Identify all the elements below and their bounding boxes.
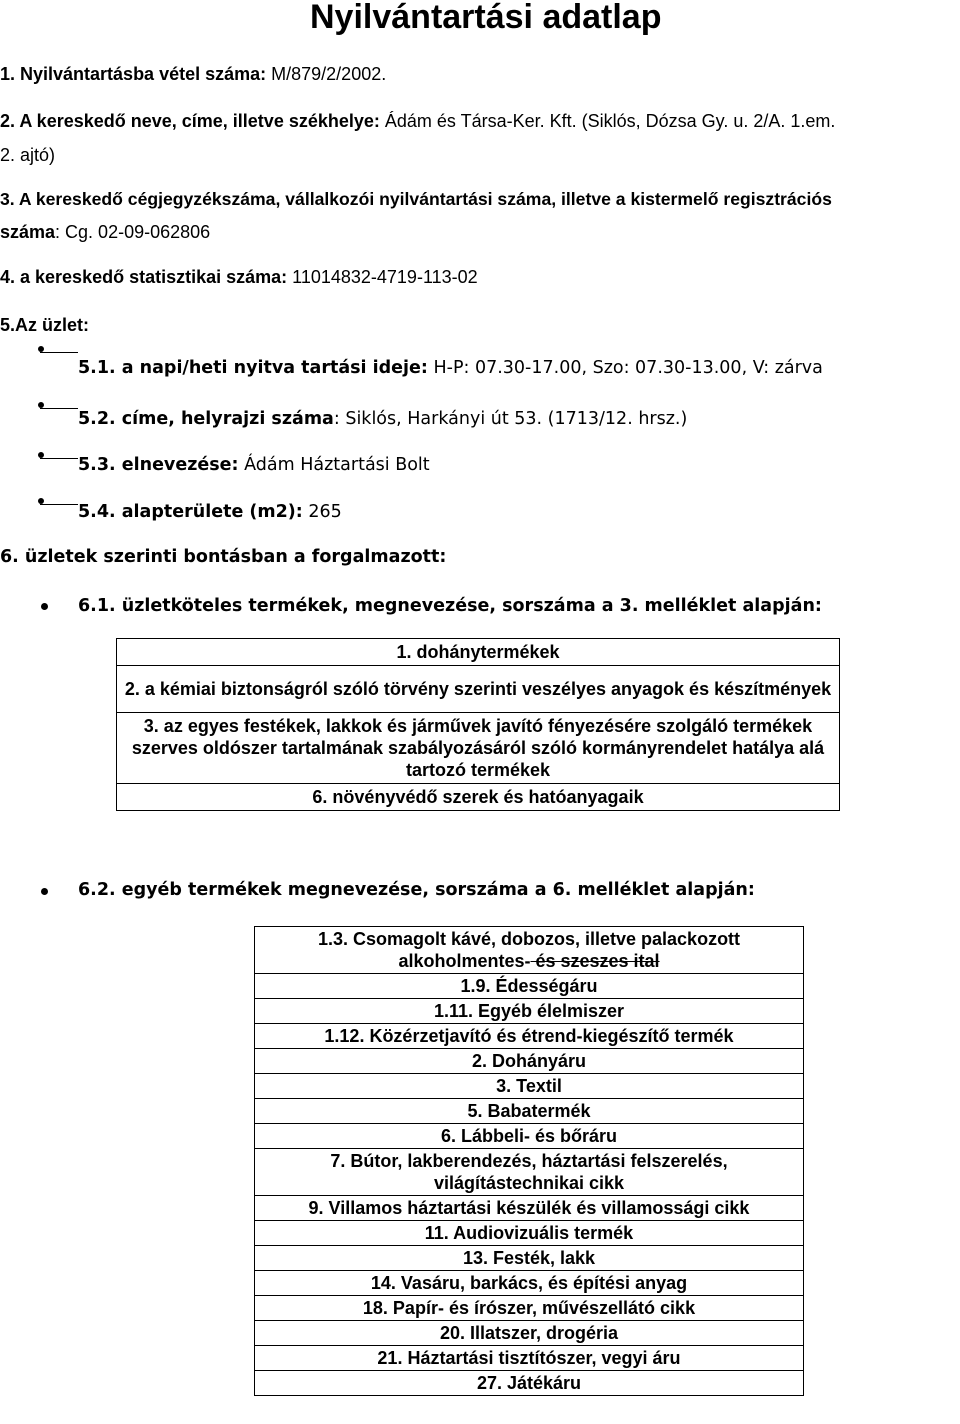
table-row: [255, 999, 804, 1024]
table-row: [255, 1149, 804, 1196]
product-1-3-struck-text: és szeszes ital: [530, 951, 660, 971]
item-1-label: 1. Nyilvántartásba vétel száma:: [0, 64, 267, 84]
licensed-products-table: [116, 638, 840, 811]
table-row: [255, 1074, 804, 1099]
table-row: [255, 974, 804, 999]
table-row: [255, 1221, 804, 1246]
table-cell: 7. Bútor, lakberendezés, háztartási felszerelés, világítástechnikai cikk: [255, 1149, 804, 1196]
table-row: [255, 1099, 804, 1124]
table-cell: 1.12. Közérzetjavító és étrend-kiegészítő termék: [255, 1024, 804, 1049]
store-5-4-value: 265: [302, 502, 342, 522]
table-row: [255, 1196, 804, 1221]
store-address: [78, 409, 687, 429]
table-cell: 18. Papír- és írószer, művészellátó cikk: [255, 1296, 804, 1321]
table-row: [255, 1049, 804, 1074]
table-cell: 3. az egyes festékek, lakkok és járművek javító fényezésére szolgáló termékek szerves oldószer tartalmának szabályozásáról szóló kormányrendelet hatálya alá tartozó termékek: [117, 713, 840, 784]
item-5-label: 5.Az üzlet:: [0, 315, 90, 335]
item-2-label: 2. A kereskedő neve, címe, illetve székhelye:: [0, 111, 380, 131]
store-5-3-value: Ádám Háztartási Bolt: [238, 455, 430, 475]
table-cell: [255, 927, 804, 974]
table-cell: 5. Babatermék: [255, 1099, 804, 1124]
table-row: [117, 784, 840, 811]
store-5-3-label: 5.3. elnevezése:: [78, 455, 239, 475]
table-cell: 3. Textil: [255, 1074, 804, 1099]
store-name: [78, 455, 430, 475]
bullet: [41, 603, 48, 610]
table-cell: 2. Dohányáru: [255, 1049, 804, 1074]
item-1-value: M/879/2/2002.: [266, 64, 387, 84]
item-company-registry: [0, 220, 210, 244]
table-row: [117, 666, 840, 713]
product-1-3-text: 1.3. Csomagolt kávé, dobozos, illetve palackozott alkoholmentes-: [317, 929, 741, 971]
table-row: [117, 713, 840, 784]
table-cell: 6. Lábbeli- és bőráru: [255, 1124, 804, 1149]
page-title: Nyilvántartási adatlap: [310, 0, 662, 36]
table-cell: 13. Festék, lakk: [255, 1246, 804, 1271]
item-statistical-number: [0, 265, 478, 289]
table-cell: 14. Vasáru, barkács, és építési anyag: [255, 1271, 804, 1296]
bullet: [41, 888, 48, 895]
table-row: [255, 927, 804, 974]
table-cell: 1. dohánytermékek: [117, 639, 840, 666]
item-registration-number: [0, 62, 386, 86]
table-row: [255, 1371, 804, 1396]
table-row: [117, 639, 840, 666]
table-row: [255, 1024, 804, 1049]
list-marker-line: [40, 458, 78, 459]
table-cell: 20. Illatszer, drogéria: [255, 1321, 804, 1346]
store-5-4-label: 5.4. alapterülete (m2):: [78, 502, 303, 522]
table-cell: 2. a kémiai biztonságról szóló törvény szerinti veszélyes anyagok és készítmények: [117, 666, 840, 713]
table-cell: 9. Villamos háztartási készülék és villamossági cikk: [255, 1196, 804, 1221]
store-5-1-value: H-P: 07.30-17.00, Szo: 07.30-13.00, V: zárva: [427, 358, 823, 378]
item-3-value: : Cg. 02-09-062806: [55, 222, 211, 242]
table-cell: 11. Audiovizuális termék: [255, 1221, 804, 1246]
table-cell: 1.9. Édességáru: [255, 974, 804, 999]
store-5-2-label: 5.2. címe, helyrajzi száma: [78, 409, 334, 429]
store-opening-hours: [78, 358, 823, 378]
table-row: [255, 1124, 804, 1149]
item-trader-name: [0, 109, 835, 133]
list-marker-line: [40, 504, 78, 505]
table-cell: 21. Háztartási tisztítószer, vegyi áru: [255, 1346, 804, 1371]
section-6-heading: 6. üzletek szerinti bontásban a forgalmazott:: [0, 547, 447, 567]
item-3-label: 3. A kereskedő cégjegyzékszáma, vállalkozói nyilvántartási száma, illetve a kistermelő regisztrációs: [0, 189, 832, 209]
item-2-value-continued: 2. ajtó): [0, 145, 56, 165]
table-cell: 1.11. Egyéb élelmiszer: [255, 999, 804, 1024]
table-cell: 6. növényvédő szerek és hatóanyagaik: [117, 784, 840, 811]
table-row: [255, 1321, 804, 1346]
section-6-2-heading: 6.2. egyéb termékek megnevezése, sorszáma a 6. melléklet alapján:: [78, 880, 755, 900]
store-5-2-value: : Siklós, Harkányi út 53. (1713/12. hrsz.): [333, 409, 688, 429]
item-3-label-cont: száma: [0, 222, 56, 242]
table-row: [255, 1271, 804, 1296]
item-2-value: Ádám és Társa-Ker. Kft. (Siklós, Dózsa Gy. u. 2/A. 1.em.: [379, 111, 836, 131]
table-row: [255, 1346, 804, 1371]
other-products-table: [254, 926, 804, 1396]
section-6-1-heading: 6.1. üzletköteles termékek, megnevezése, sorszáma a 3. melléklet alapján:: [78, 596, 822, 616]
item-4-value: 11014832-4719-113-02: [287, 267, 478, 287]
store-5-1-label: 5.1. a napi/heti nyitva tartási ideje:: [78, 358, 428, 378]
item-4-label: 4. a kereskedő statisztikai száma:: [0, 267, 288, 287]
table-row: [255, 1296, 804, 1321]
table-cell: 27. Játékáru: [255, 1371, 804, 1396]
store-floor-area: [78, 502, 342, 522]
table-row: [255, 1246, 804, 1271]
list-marker-line: [40, 408, 78, 409]
list-marker-line: [40, 352, 78, 353]
